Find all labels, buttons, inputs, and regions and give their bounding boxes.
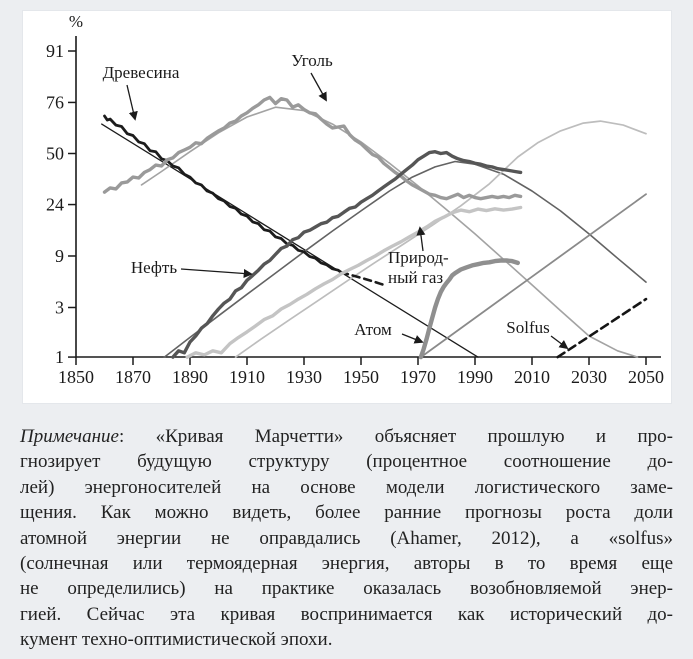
x-tick-label: 1850 [58, 367, 94, 387]
caption-line: атомной энергии не оправдались (Ahamer, 2012), а «solfus» [20, 527, 673, 549]
caption-line: не определились) на практике оказалась возобновляемой энер- [20, 578, 673, 600]
wood-label-arrow [127, 85, 135, 119]
x-tick-label: 1990 [457, 367, 493, 387]
y-tick-label: 91 [46, 41, 64, 62]
gas-label: Природ- [388, 248, 449, 267]
y-tick-label: 3 [55, 297, 64, 318]
x-tick-label: 1890 [172, 367, 208, 387]
figure-caption [20, 424, 673, 653]
x-tick-label: 2050 [628, 367, 664, 387]
caption-line: лей) энергоносителей на основе модели логистического заме- [20, 476, 673, 498]
solfus-label-arrow [551, 336, 567, 348]
coal-label-arrow [311, 73, 326, 100]
x-tick-label: 1950 [343, 367, 379, 387]
caption-line: щения. Как можно видеть, более ранние прогнозы роста доли [20, 502, 673, 524]
solfus-label: Solfus [506, 318, 550, 337]
atom-label: Атом [354, 320, 392, 339]
series-oil-data [173, 152, 521, 357]
series-coal-data [105, 97, 521, 198]
series-solfus-model [558, 299, 646, 357]
y-tick-label: 24 [46, 194, 64, 215]
series [102, 97, 646, 357]
wood-label: Древесина [102, 63, 180, 82]
x-tick-label: 1870 [115, 367, 151, 387]
caption-line: гией. Сейчас эта кривая воспринимается как исторический до- [20, 603, 673, 625]
caption-line: Примечание: «Кривая Марчетти» объясняет прошлую и про- [20, 426, 673, 447]
y-tick-label: 50 [46, 143, 64, 164]
y-tick-label: 1 [55, 347, 64, 368]
x-tick-label: 2010 [514, 367, 550, 387]
caption-line: кумент техно-оптимистической эпохи. [20, 629, 333, 651]
pct-label: % [68, 12, 84, 31]
y-tick-label: 9 [55, 245, 64, 266]
x-tick-label: 2030 [571, 367, 607, 387]
series-wood-data [105, 116, 342, 272]
y-tick-label: 76 [46, 92, 64, 113]
marchetti-chart-panel [22, 10, 672, 404]
oil-label-arrow [181, 269, 251, 274]
atom-label-arrow [402, 334, 422, 342]
oil-label: Нефть [130, 258, 178, 277]
caption-line: (солнечная или термоядерная энергия, авторы в то время еще [20, 553, 673, 575]
marchetti-chart-svg [23, 11, 671, 403]
caption-line: гнозирует будущую структуру (процентное соотношение до- [20, 451, 673, 473]
coal-label: Уголь [291, 51, 333, 70]
caption-lead-italic: Примечание [20, 426, 119, 447]
series-wood-data-dashed-tail [341, 272, 384, 285]
x-tick-label: 1910 [229, 367, 265, 387]
gas-label-line2: ный газ [388, 268, 444, 287]
x-tick-label: 1930 [286, 367, 322, 387]
x-tick-label: 1970 [400, 367, 436, 387]
